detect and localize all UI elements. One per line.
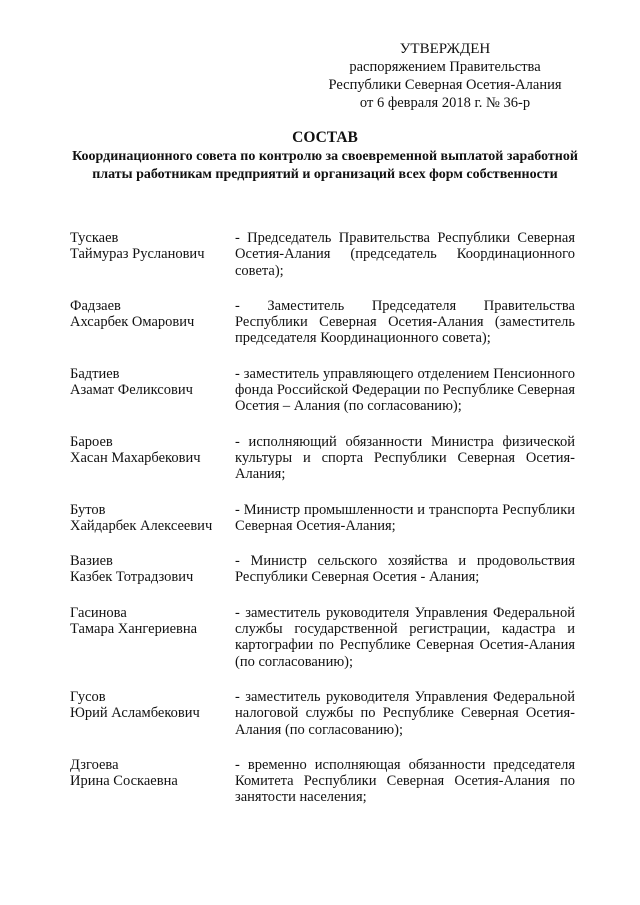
member-surname: Бароев [70,433,113,450]
document-subtitle: Координационного совета по контролю за своевременной выплатой заработной платы работникам предприятий и организаций всех форм собственности [72,149,578,182]
member-surname: Гусов [70,688,106,705]
member-entry [70,366,575,415]
member-given-name: Казбек Тотрадзович [70,569,194,586]
member-name [70,502,235,535]
member-surname: Фадзаев [70,297,121,314]
member-name [70,366,235,415]
member-given-name: Юрий Асламбекович [70,705,200,722]
member-role: - исполняющий обязанности Министра физической культуры и спорта Республики Северная Осетия-Алания; [235,433,575,483]
member-role: - временно исполняющая обязанности председателя Комитета Республики Северная Осетия-Алания по занятости населения; [235,756,575,806]
member-name [70,605,235,670]
member-given-name: Ирина Соскаевна [70,773,178,790]
member-entry [70,553,575,586]
member-name [70,230,235,279]
member-given-name: Ахсарбек Омарович [70,314,195,331]
approval-line: от 6 февраля 2018 г. № 36-р [359,95,531,111]
member-name [70,434,235,483]
member-entry [70,605,575,670]
approval-line: распоряжением Правительства [349,59,541,75]
member-given-name: Хайдарбек Алексеевич [70,517,213,534]
member-role: - Министр промышленности и транспорта Республики Северная Осетия-Алания; [235,501,575,534]
member-role: - заместитель управляющего отделением Пенсионного фонда Российской Федерации по Республике Северная Осетия – Алания (по согласованию); [235,365,575,415]
member-role: - Заместитель Председателя Правительства Республики Северная Осетия-Алания (заместитель председателя Координационного совета); [235,297,575,347]
member-surname: Бутов [70,501,106,518]
member-entry [70,502,575,535]
approval-line: Республики Северная Осетия-Алания [328,77,562,93]
member-role: - Председатель Правительства Республики Северная Осетия-Алания (председатель Координационного совета); [235,230,575,279]
member-role: - Министр сельского хозяйства и продовольствия Республики Северная Осетия - Алания; [235,553,575,586]
member-name [70,553,235,586]
member-entry [70,298,575,347]
member-entry [70,230,575,279]
member-surname: Дзгоева [70,756,119,773]
member-given-name: Тамара Хангериевна [70,621,198,638]
member-entry [70,434,575,483]
document-title: СОСТАВ [292,129,358,146]
member-surname: Бадтиев [70,365,120,382]
approval-title: УТВЕРЖДЕН [399,41,491,57]
members-list [70,230,575,825]
member-surname: Тускаев [70,230,119,246]
member-role: - заместитель руководителя Управления Федеральной службы государственной регистрации, кадастра и картографии по Республике Северная Осетия-Алания (по согласованию); [235,604,575,670]
member-given-name: Таймураз Русланович [70,246,205,263]
member-given-name: Хасан Махарбекович [70,449,201,466]
approval-stamp [300,40,590,112]
member-given-name: Азамат Феликсович [70,382,193,399]
member-surname: Вазиев [70,553,113,570]
member-entry [70,757,575,806]
document-heading [60,128,590,184]
member-name [70,757,235,806]
member-role: - заместитель руководителя Управления Федеральной налоговой службы по Республике Северная Осетия-Алания (по согласованию); [235,688,575,738]
member-surname: Гасинова [70,604,127,621]
member-entry [70,689,575,738]
member-name [70,298,235,347]
member-name [70,689,235,738]
